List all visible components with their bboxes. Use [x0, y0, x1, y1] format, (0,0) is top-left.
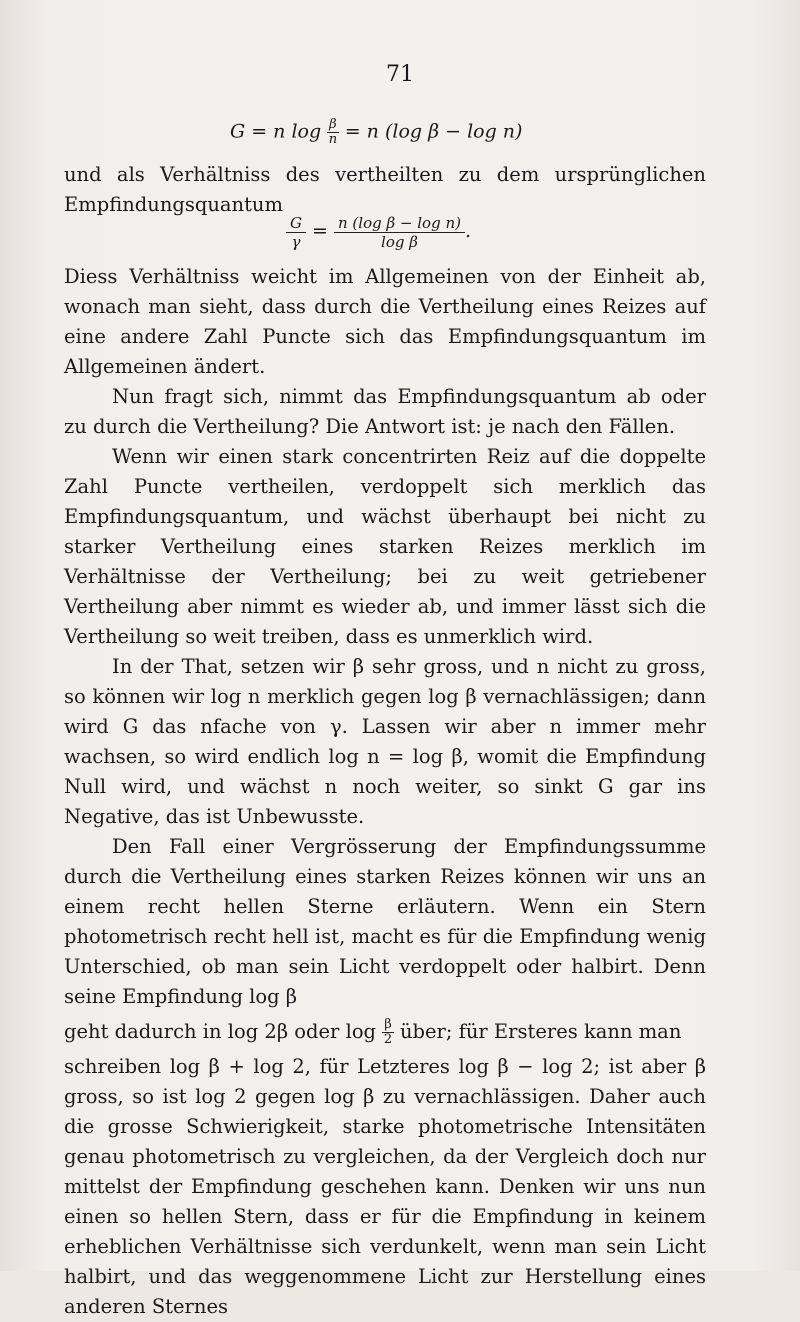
paragraph-5c: schreiben log β + log 2, für Letzteres log β − log 2; ist aber β gross, so ist log 2 gegen log β zu vernachlässigen. Daher auch die grosse Schwierigkeit, starke photometrische Intensitäten genau photometrisch zu vergleichen, da der Vergleich doch nur mittelst der Empfindung geschehen kann. Denken wir uns nun einen so hellen Stern, dass er für die Empfindung in keinem erheblichen Verhältnisse sich verdunkelt, wenn man sein Licht halbirt, und das weggenommene Licht zur Herstellung eines anderen Sternes — [64, 1055, 706, 1318]
equation-1 — [230, 118, 522, 147]
eq2-rhs-den: log β — [381, 233, 418, 251]
eq2-end: . — [464, 220, 471, 242]
page-number: 71 — [386, 62, 414, 87]
p5b-post: über; für Ersteres kann man — [393, 1020, 682, 1043]
eq1-num: β — [329, 117, 337, 132]
eq1-right: = n (log β − log n) — [338, 120, 523, 143]
paragraph-4: In der That, setzen wir β sehr gross, und n nicht zu gross, so können wir log n merklich gegen log β vernachlässigen; dann wird G das nfache von γ. Lassen wir aber n immer mehr wachsen, so wird endlich log n = log β, womit die Empfindung Null wird, und wächst n noch weiter, so sinkt G gar ins Negative, das ist Unbewusste. — [64, 655, 706, 828]
paragraph-2: Nun fragt sich, nimmt das Empfindungsquantum ab oder zu durch die Vertheilung? Die Antwort ist: je nach den Fällen. — [64, 385, 706, 438]
body-text — [64, 262, 706, 1322]
paragraph-3: Wenn wir einen stark concentrirten Reiz auf die doppelte Zahl Puncte vertheilen, verdoppelt sich merklich das Empfindungsquantum, und wächst überhaupt bei nicht zu starker Vertheilung eines starken Reizes merklich im Verhältnisse der Vertheilung; bei zu weit getriebener Vertheilung aber nimmt es wieder ab, und immer lässt sich die Vertheilung so weit treiben, dass es unmerklich wird. — [64, 445, 706, 648]
equation-2 — [286, 214, 471, 251]
eq1-left: G = n log — [230, 120, 328, 143]
paragraph-intro: und als Verhältniss des vertheilten zu dem ursprünglichen Empfindungsquantum — [64, 163, 706, 216]
eq2-lhs-num: G — [286, 214, 306, 233]
p5b-num: β — [384, 1017, 392, 1032]
eq1-fraction — [327, 118, 339, 147]
p5b-pre: geht dadurch in log 2β oder log — [64, 1020, 383, 1043]
paragraph-5a: Den Fall einer Vergrösserung der Empfindungssumme durch die Vertheilung eines starken Reizes können wir uns an einem recht hellen Sterne erläutern. Wenn ein Stern photometrisch recht hell ist, macht es für die Empfindung wenig Unterschied, ob man sein Licht verdoppelt oder halbirt. Denn seine Empfindung log β — [64, 835, 706, 1008]
eq2-rhs — [334, 214, 465, 251]
eq1-den: n — [328, 132, 338, 147]
eq2-lhs — [286, 214, 306, 251]
eq2-lhs-den: γ — [291, 233, 301, 251]
eq2-equals: = — [305, 220, 334, 242]
paragraph-1: Diess Verhältniss weicht im Allgemeinen von der Einheit ab, wonach man sieht, dass durch die Vertheilung eines Reizes auf eine andere Zahl Puncte sich das Empfindungsquantum im Allgemeinen ändert. — [64, 265, 706, 378]
p5b-fraction — [382, 1018, 394, 1047]
paragraph-5b — [64, 1012, 706, 1052]
eq2-rhs-num: n (log β − log n) — [334, 214, 465, 233]
p5b-den: 2 — [383, 1032, 393, 1047]
